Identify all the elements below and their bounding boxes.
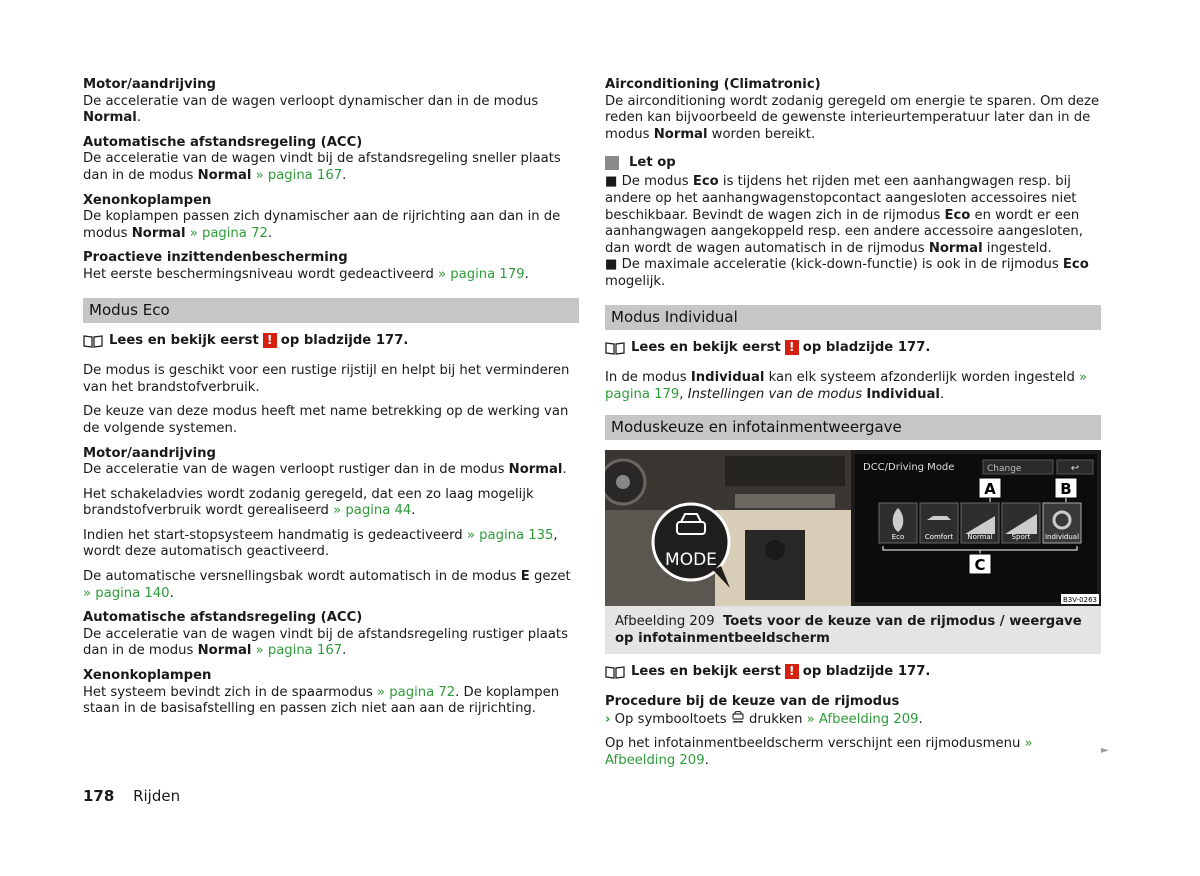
note-page-ref[interactable]: op bladzijde 177. xyxy=(802,339,931,355)
caption-title: Toets voor de keuze van de rijmodus / weergave op infotainmentbeeldscherm xyxy=(615,614,1082,646)
tip-item-1 xyxy=(605,174,1101,257)
text: De acceleratie van de wagen vindt bij de afstandsregeling sneller plaats dan in de modus xyxy=(83,151,561,183)
page-footer xyxy=(83,787,180,805)
text: ■ De modus xyxy=(605,174,693,190)
text: De automatische versnellingsbak wordt automatisch in de modus xyxy=(83,569,521,585)
tile-comfort[interactable]: Comfort xyxy=(924,533,954,542)
section-title-moduskeuze: Moduskeuze en infotainmentweergave xyxy=(605,415,1101,440)
link-afbeelding-209[interactable]: » Afbeelding 209 xyxy=(806,711,919,727)
figure-code: B3V-0263 xyxy=(1063,596,1097,605)
heading-motor: Motor/aandrijving xyxy=(83,445,216,461)
tile-normal[interactable]: Normal xyxy=(967,533,993,542)
text: gezet xyxy=(529,569,571,585)
paragraph-eco-systems: De keuze van deze modus heeft met name betrekking op de werking van de volgende systemen. xyxy=(83,404,569,436)
text: De acceleratie van de wagen vindt bij de afstandsregeling rustiger plaats dan in de modus xyxy=(83,626,568,659)
caption-number: Afbeelding 209 xyxy=(615,614,715,630)
paragraph-menu xyxy=(605,736,1101,769)
mode-key-icon xyxy=(731,711,745,723)
link-pagina-44[interactable]: » pagina 44 xyxy=(333,503,412,519)
heading-procedure: Procedure bij de keuze van de rijmodus xyxy=(605,694,900,710)
figure-209 xyxy=(605,450,1101,606)
italic-settings: Instellingen van de modus xyxy=(687,386,863,402)
bold-eco: Eco xyxy=(692,174,719,190)
heading-acc: Automatische afstandsregeling (ACC) xyxy=(83,134,363,150)
callout-b: B xyxy=(1060,480,1072,499)
text: . xyxy=(939,386,945,402)
page-number: 178 xyxy=(83,787,115,805)
block-procedure xyxy=(605,694,1101,728)
link-pagina-179[interactable]: » pagina 179 xyxy=(605,370,1088,402)
block-proactive xyxy=(83,250,579,283)
mode-label: MODE xyxy=(665,550,717,571)
text: en wordt er een aanhangwagen aangekoppeld resp. een andere accessoire aangesloten, dan wordt de wagen automatisch in de rijmodus xyxy=(605,207,1083,256)
text: Het schakeladvies wordt zodanig geregeld, dat een zo laag mogelijk brandstofverbruik wordt gerealiseerd xyxy=(83,486,534,519)
warning-icon: ! xyxy=(263,333,277,348)
link-pagina-140[interactable]: » pagina 140 xyxy=(83,585,170,601)
text: . xyxy=(342,643,347,659)
link-pagina-179[interactable]: » pagina 179 xyxy=(438,266,525,282)
text: worden bereikt. xyxy=(707,126,816,142)
heading-acc: Automatische afstandsregeling (ACC) xyxy=(83,610,363,626)
heading-proactive: Proactieve inzittendenbescherming xyxy=(83,250,348,266)
text: is tijdens het rijden met een aanhangwagen resp. bij andere op het aanhangwagenstopcontact aangesloten accessoires niet beschikbaar. Bevindt de wagen zich in de rijmodus xyxy=(605,174,1077,223)
right-column xyxy=(605,77,1101,777)
bold-eco: Eco xyxy=(944,207,971,223)
paragraph-eco-intro: De modus is geschikt voor een rustige rijstijl en helpt bij het verminderen van het brandstofverbruik. xyxy=(83,363,570,395)
block-motor-dynamic xyxy=(83,77,579,127)
bold-normal: Normal xyxy=(83,110,137,126)
screen-title: DCC/Driving Mode xyxy=(863,462,955,474)
warning-icon: ! xyxy=(785,340,799,355)
note-page-ref[interactable]: op bladzijde 177. xyxy=(280,332,409,348)
text: . xyxy=(918,711,923,727)
figure-caption xyxy=(605,606,1101,653)
block-acc-eco xyxy=(83,610,579,660)
step-arrow-icon: › xyxy=(605,711,611,727)
tip-item-2 xyxy=(605,257,1101,290)
link-pagina-167[interactable]: » pagina 167 xyxy=(255,643,343,659)
text: . xyxy=(169,585,174,601)
link-pagina-72[interactable]: » pagina 72 xyxy=(189,225,268,241)
text: . De koplampen staan in de basisafstelling en passen zich niet aan aan de rijrichting. xyxy=(83,684,560,717)
bold-normal: Normal xyxy=(197,643,252,659)
text: De acceleratie van de wagen verloopt dynamischer dan in de modus xyxy=(83,93,539,109)
bold-e: E xyxy=(520,569,530,585)
block-airco xyxy=(605,77,1101,143)
text: Op het infotainmentbeeldscherm verschijnt een rijmodusmenu xyxy=(605,736,1025,752)
text: . xyxy=(411,503,416,519)
text: . xyxy=(136,110,141,126)
figure-illustration xyxy=(605,450,1101,606)
text: . xyxy=(342,167,347,183)
text: . xyxy=(267,225,273,241)
book-icon xyxy=(605,665,625,679)
tile-eco[interactable]: Eco xyxy=(891,533,905,542)
text: ingesteld. xyxy=(982,240,1052,256)
back-icon[interactable]: ↩ xyxy=(1070,463,1080,475)
text: In de modus xyxy=(605,370,691,386)
read-first-note xyxy=(605,340,1101,357)
text: mogelijk. xyxy=(605,273,666,289)
note-page-ref[interactable]: op bladzijde 177. xyxy=(802,663,931,679)
paragraph-individual xyxy=(605,370,1101,403)
block-xenon-eco xyxy=(83,668,579,718)
left-column xyxy=(83,77,579,726)
bold-normal: Normal xyxy=(197,167,252,183)
paragraph-gearbox xyxy=(83,569,579,602)
warning-icon: ! xyxy=(785,664,799,679)
block-motor-eco xyxy=(83,446,579,479)
tile-sport[interactable]: Sport xyxy=(1011,533,1031,542)
book-icon xyxy=(605,341,625,355)
bold-individual: Individual xyxy=(690,370,765,386)
heading-xenon: Xenonkoplampen xyxy=(83,668,212,684)
bold-normal: Normal xyxy=(508,462,563,478)
note-text: Lees en bekijk eerst xyxy=(109,332,259,348)
text: De airconditioning wordt zodanig geregeld om energie te sparen. Om deze reden kan bijvoorbeeld de gewenste interieurtemperatuur later dan in de modus xyxy=(605,93,1100,142)
heading-xenon: Xenonkoplampen xyxy=(83,192,212,208)
note-text: Lees en bekijk eerst xyxy=(631,339,781,355)
tile-individual[interactable]: Individual xyxy=(1044,533,1080,542)
text: , xyxy=(679,386,688,402)
block-xenon-dynamic xyxy=(83,193,579,243)
text: drukken xyxy=(744,711,807,727)
read-first-note xyxy=(605,664,1101,681)
change-button[interactable]: Change xyxy=(987,464,1022,475)
book-icon xyxy=(83,334,103,348)
read-first-note xyxy=(83,333,579,350)
callout-a: A xyxy=(984,480,996,499)
text: Indien het start-stopsysteem handmatig is gedeactiveerd xyxy=(83,527,467,543)
section-title-modus-individual: Modus Individual xyxy=(605,305,1101,330)
text: De koplampen passen zich dynamischer aan de rijrichting aan dan in de modus xyxy=(83,209,561,241)
section-title-modus-eco: Modus Eco xyxy=(83,298,579,323)
chapter-title: Rijden xyxy=(133,787,181,805)
paragraph-start-stop xyxy=(83,528,579,561)
heading-motor: Motor/aandrijving xyxy=(83,77,216,92)
tip-heading xyxy=(605,155,1101,170)
continue-arrow-icon: ► xyxy=(1101,745,1109,756)
text: . xyxy=(562,462,567,478)
info-square-icon xyxy=(605,156,619,170)
bold-eco: Eco xyxy=(1062,257,1089,273)
text: Het eerste beschermingsniveau wordt gedeactiveerd xyxy=(83,266,439,282)
text: kan elk systeem afzonderlijk worden ingesteld xyxy=(764,370,1080,386)
link-pagina-72[interactable]: » pagina 72 xyxy=(377,684,456,700)
callout-c: C xyxy=(974,556,986,575)
text: ■ De maximale acceleratie (kick-down-functie) is ook in de rijmodus xyxy=(605,257,1063,273)
bold-normal: Normal xyxy=(131,225,186,241)
text: De acceleratie van de wagen verloopt rustiger dan in de modus xyxy=(83,462,509,478)
text: . xyxy=(524,266,529,282)
tip-title: Let op xyxy=(629,155,676,171)
bold-normal: Normal xyxy=(928,240,983,256)
text: Op symbooltoets xyxy=(610,711,731,727)
heading-airco: Airconditioning (Climatronic) xyxy=(605,77,821,92)
link-afbeelding-209[interactable]: » Afbeelding 209 xyxy=(605,736,1033,768)
note-text: Lees en bekijk eerst xyxy=(631,663,781,679)
link-pagina-135[interactable]: » pagina 135 xyxy=(466,527,554,543)
text: , wordt deze automatisch geactiveerd. xyxy=(83,527,558,560)
bold-normal: Normal xyxy=(653,126,708,142)
bold-individual: Individual xyxy=(866,386,940,402)
paragraph-shift-advice xyxy=(83,487,579,520)
text: Het systeem bevindt zich in de spaarmodus xyxy=(83,684,377,700)
link-pagina-167[interactable]: » pagina 167 xyxy=(255,167,343,183)
text: . xyxy=(704,752,709,768)
block-acc-dynamic xyxy=(83,135,579,185)
